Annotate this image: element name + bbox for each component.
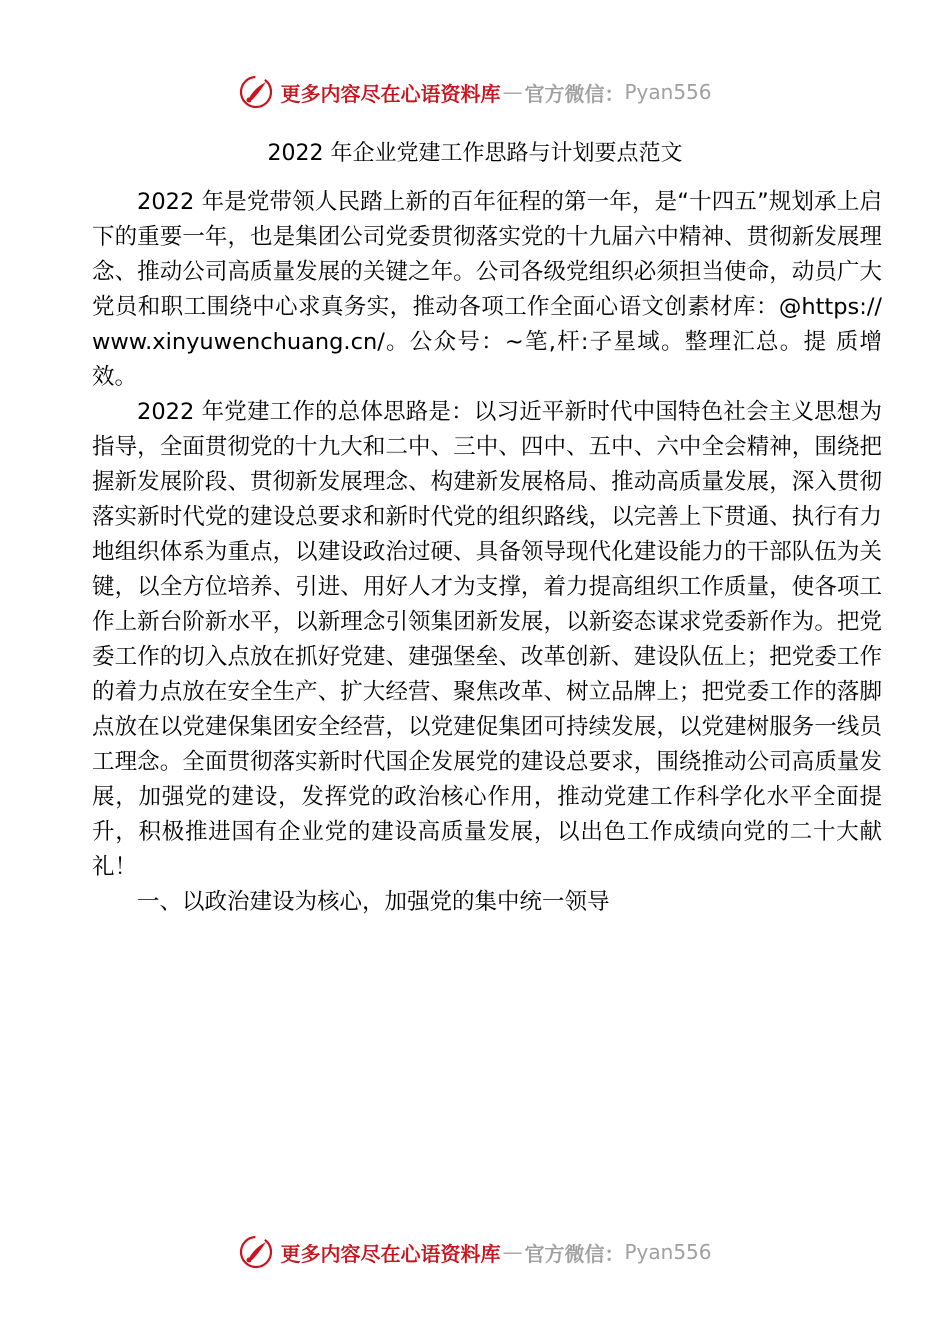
paragraph-1: 2022 年是党带领人民踏上新的百年征程的第一年，是“十四五”规划承上启下的重要一年，也是集团公司党委贯彻落实党的十九届六中精神、贯彻新发展理念、推动公司高质量发展的关键之年。公司各级党组织必须担当使命，动员广大党员和职工围绕中心求真务实，推动各项工作全面心语文创素材库：@https://www.xinyuwenchuang.cn/。公众号：~笔,杆:子星域。整理汇总。提 质增效。 xyxy=(92,189,882,390)
header-banner xyxy=(0,70,950,114)
brush-logo-icon xyxy=(238,1234,274,1270)
banner-wechat-id: Pyan556 xyxy=(624,1240,712,1264)
banner-dash: — xyxy=(502,80,523,104)
banner-dash: — xyxy=(502,1240,523,1264)
footer-banner xyxy=(0,1230,950,1274)
banner-wechat-label: 官方微信： xyxy=(524,81,625,106)
brush-logo-icon xyxy=(238,74,274,110)
banner-slogan: 更多内容尽在心语资料库 xyxy=(280,1241,501,1266)
document-body xyxy=(92,185,882,920)
document-title: 2022 年企业党建工作思路与计划要点范文 xyxy=(267,141,683,166)
paragraph-2: 2022 年党建工作的总体思路是：以习近平新时代中国特色社会主义思想为指导，全面贯彻党的十九大和二中、三中、四中、五中、六中全会精神，围绕把握新发展阶段、贯彻新发展理念、构建新发展格局、推动高质量发展，深入贯彻落实新时代党的建设总要求和新时代党的组织路线，以完善上下贯通、执行有力地组织体系为重点，以建设政治过硬、具备领导现代化建设能力的干部队伍为关键，以全方位培养、引进、用好人才为支撑，着力提高组织工作质量，使各项工作上新台阶新水平，以新理念引领集团新发展，以新姿态谋求党委新作为。把党委工作的切入点放在抓好党建、建强堡垒、改革创新、建设队伍上；把党委工作的着力点放在安全生产、扩大经营、聚焦改革、树立品牌上；把党委工作的落脚点放在以党建保集团安全经营，以党建促集团可持续发展，以党建树服务一线员工理念。全面贯彻落实新时代国企发展党的建设总要求，围绕推动公司高质量发展，加强党的建设，发挥党的政治核心作用，推动党建工作科学化水平全面提升，积极推进国有企业党的建设高质量发展，以出色工作成绩向党的二十大献礼！ xyxy=(92,399,882,880)
section-heading-1: 一、以政治建设为核心，加强党的集中统一领导 xyxy=(137,889,610,915)
banner-slogan: 更多内容尽在心语资料库 xyxy=(280,81,501,106)
banner-wechat-id: Pyan556 xyxy=(624,80,712,104)
banner-wechat-label: 官方微信： xyxy=(524,1241,625,1266)
